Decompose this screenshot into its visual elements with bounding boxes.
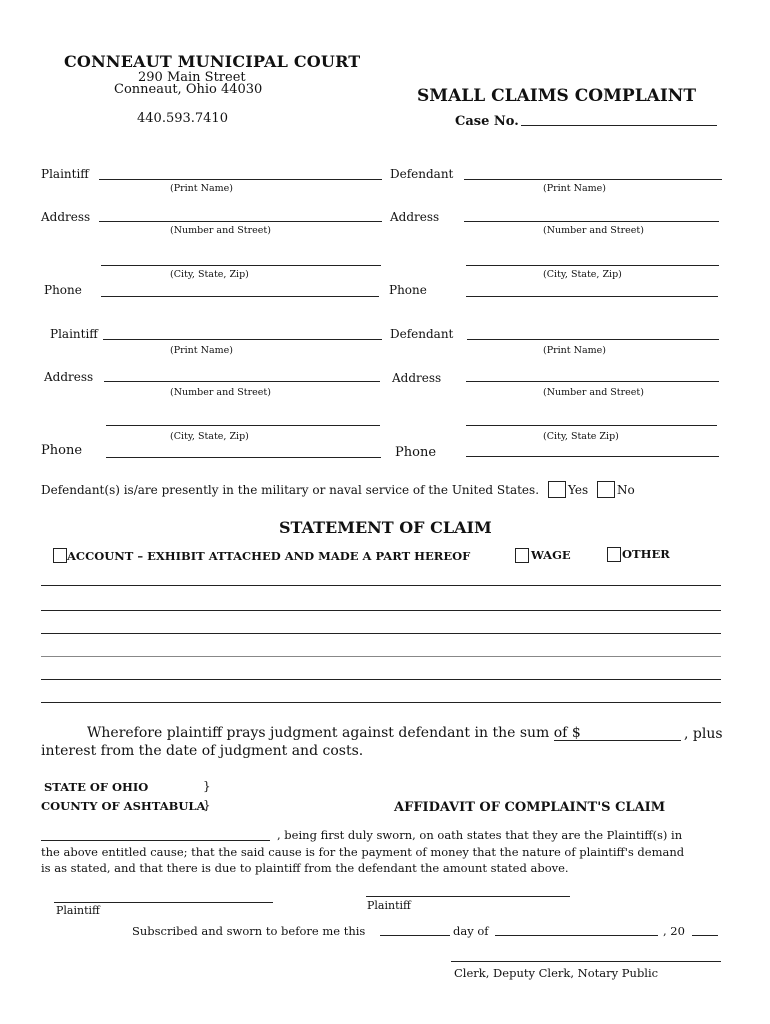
city-state-zip-hint-right: (City, State Zip) bbox=[543, 431, 619, 442]
other-label: OTHER bbox=[622, 547, 670, 561]
defendant-label-1: Defendant bbox=[390, 167, 454, 181]
prayer-text-line2: interest from the date of judgment and costs. bbox=[41, 743, 364, 759]
plaintiff-name-field-2[interactable] bbox=[103, 339, 382, 340]
plaintiff-label-1: Plaintiff bbox=[41, 167, 89, 181]
print-name-hint: (Print Name) bbox=[170, 345, 233, 356]
plaintiff-phone-label-1: Phone bbox=[44, 283, 82, 297]
defendant-label-2: Defendant bbox=[390, 327, 454, 341]
defendant-city-field-1[interactable] bbox=[466, 265, 719, 266]
print-name-hint: (Print Name) bbox=[543, 183, 606, 194]
oath-text-line2: the above entitled cause; that the said cause is for the payment of money that the nature of plaintiff's demand bbox=[41, 845, 685, 859]
wage-label: WAGE bbox=[531, 548, 571, 562]
form-title: SMALL CLAIMS COMPLAINT bbox=[417, 86, 696, 106]
claim-line-3[interactable] bbox=[41, 633, 721, 634]
venue-brace-1: } bbox=[203, 779, 211, 793]
plaintiff-city-field-1[interactable] bbox=[101, 265, 381, 266]
city-state-zip-hint: (City, State, Zip) bbox=[170, 269, 249, 280]
defendant-address-label-1: Address bbox=[390, 210, 440, 224]
military-service-text: Defendant(s) is/are presently in the military or naval service of the United States. bbox=[41, 483, 540, 497]
court-name: CONNEAUT MUNICIPAL COURT bbox=[64, 52, 361, 71]
claim-line-5[interactable] bbox=[41, 679, 721, 680]
judgment-amount-field[interactable] bbox=[554, 740, 681, 741]
venue-county: COUNTY OF ASHTABULA bbox=[41, 799, 206, 813]
claim-line-6[interactable] bbox=[41, 702, 721, 703]
city-state-zip-hint: (City, State, Zip) bbox=[543, 269, 622, 280]
case-no-field[interactable] bbox=[521, 125, 717, 126]
defendant-city-field-2[interactable] bbox=[466, 425, 717, 426]
plaintiff-phone-field-2[interactable] bbox=[106, 457, 381, 458]
court-phone: 440.593.7410 bbox=[137, 111, 228, 126]
print-name-hint: (Print Name) bbox=[170, 183, 233, 194]
sworn-text: Subscribed and sworn to before me this bbox=[132, 924, 366, 938]
sworn-year-field[interactable] bbox=[692, 935, 718, 936]
defendant-address-label-2: Address bbox=[392, 371, 442, 385]
affiant-name-field[interactable] bbox=[41, 840, 270, 841]
sworn-day-field[interactable] bbox=[380, 935, 450, 936]
claim-line-4[interactable] bbox=[41, 656, 721, 657]
military-yes-checkbox[interactable] bbox=[548, 481, 566, 498]
plaintiff-label-2: Plaintiff bbox=[50, 327, 98, 341]
case-no-label: Case No. bbox=[455, 114, 519, 129]
military-no-label: No bbox=[617, 483, 635, 497]
claim-line-2[interactable] bbox=[41, 610, 721, 611]
defendant-phone-label-2: Phone bbox=[395, 445, 437, 460]
venue-state: STATE OF OHIO bbox=[44, 780, 149, 794]
plaintiff-signature-label-left: Plaintiff bbox=[56, 904, 100, 917]
other-checkbox[interactable] bbox=[607, 547, 621, 562]
city-state-zip-hint: (City, State, Zip) bbox=[170, 431, 249, 442]
plaintiff-signature-line-right[interactable] bbox=[366, 896, 570, 897]
military-yes-label: Yes bbox=[568, 483, 589, 497]
defendant-phone-field-1[interactable] bbox=[466, 296, 718, 297]
military-no-checkbox[interactable] bbox=[597, 481, 615, 498]
year-prefix-text: , 20 bbox=[663, 924, 685, 938]
defendant-street-field-2[interactable] bbox=[466, 381, 719, 382]
number-street-hint: (Number and Street) bbox=[543, 387, 644, 398]
defendant-street-field-1[interactable] bbox=[464, 221, 719, 222]
number-street-hint: (Number and Street) bbox=[170, 387, 271, 398]
account-label: ACCOUNT – EXHIBIT ATTACHED AND MADE A PART HEREOF bbox=[67, 549, 471, 563]
day-of-text: day of bbox=[453, 924, 489, 938]
clerk-label: Clerk, Deputy Clerk, Notary Public bbox=[454, 966, 659, 980]
plaintiff-phone-field-1[interactable] bbox=[101, 296, 379, 297]
venue-brace-2: } bbox=[203, 798, 211, 812]
plaintiff-address-label-1: Address bbox=[41, 210, 91, 224]
plaintiff-city-field-2[interactable] bbox=[106, 425, 380, 426]
plaintiff-name-field-1[interactable] bbox=[99, 179, 382, 180]
court-address-line1: 290 Main Street bbox=[138, 70, 246, 85]
defendant-name-field-2[interactable] bbox=[467, 339, 719, 340]
number-street-hint: (Number and Street) bbox=[170, 225, 271, 236]
defendant-name-field-1[interactable] bbox=[464, 179, 722, 180]
prayer-text-part2: , plus bbox=[684, 726, 723, 742]
plaintiff-street-field-2[interactable] bbox=[104, 381, 380, 382]
clerk-signature-line[interactable] bbox=[451, 961, 721, 962]
defendant-phone-field-2[interactable] bbox=[466, 456, 719, 457]
print-name-hint: (Print Name) bbox=[543, 345, 606, 356]
affidavit-heading: AFFIDAVIT OF COMPLAINT'S CLAIM bbox=[394, 800, 666, 815]
plaintiff-phone-label-2: Phone bbox=[41, 443, 83, 458]
sworn-month-field[interactable] bbox=[495, 935, 658, 936]
court-address-line2: Conneaut, Ohio 44030 bbox=[114, 82, 263, 97]
number-street-hint: (Number and Street) bbox=[543, 225, 644, 236]
plaintiff-signature-line-left[interactable] bbox=[54, 902, 273, 903]
plaintiff-signature-label-right: Plaintiff bbox=[367, 899, 411, 912]
plaintiff-street-field-1[interactable] bbox=[99, 221, 382, 222]
prayer-text-part1: Wherefore plaintiff prays judgment against defendant in the sum of $ bbox=[87, 725, 581, 741]
statement-of-claim-heading: STATEMENT OF CLAIM bbox=[279, 518, 492, 537]
claim-line-1[interactable] bbox=[41, 585, 721, 586]
oath-text-line3: is as stated, and that there is due to plaintiff from the defendant the amount stated above. bbox=[41, 861, 569, 875]
defendant-phone-label-1: Phone bbox=[389, 283, 427, 297]
oath-text-part1: , being first duly sworn, on oath states that they are the Plaintiff(s) in bbox=[277, 828, 683, 842]
account-checkbox[interactable] bbox=[53, 548, 67, 563]
plaintiff-address-label-2: Address bbox=[44, 370, 94, 384]
wage-checkbox[interactable] bbox=[515, 548, 529, 563]
